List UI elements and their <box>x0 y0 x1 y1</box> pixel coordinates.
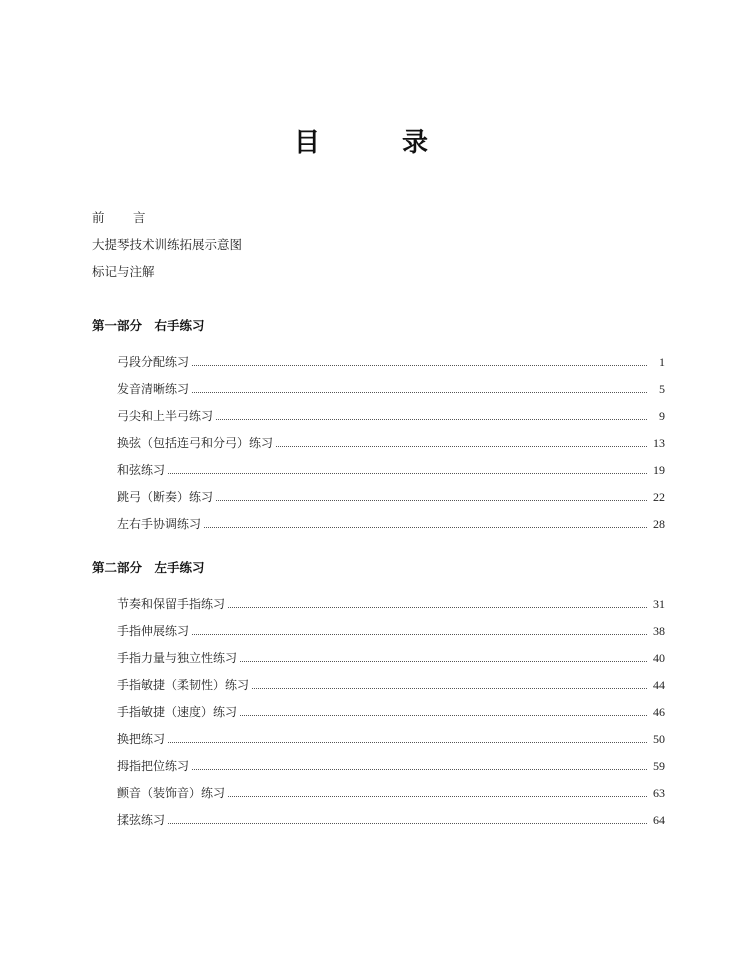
toc-entry <box>117 370 665 397</box>
toc-entry <box>117 801 665 828</box>
toc-entry-page: 50 <box>653 732 665 746</box>
dot-leader <box>240 714 647 716</box>
front-matter-preface: 前 言 <box>92 210 154 225</box>
dot-leader <box>192 768 647 770</box>
toc-entry-label: 和弦练习 <box>117 463 166 477</box>
toc-entry-label: 手指力量与独立性练习 <box>117 651 238 665</box>
dot-leader <box>192 391 647 393</box>
part-heading-right-hand: 第一部分 右手练习 <box>92 318 205 333</box>
toc-entry <box>117 424 665 451</box>
front-matter-diagram: 大提琴技术训练拓展示意图 <box>92 237 243 252</box>
dot-leader <box>252 687 647 689</box>
dot-leader <box>240 660 647 662</box>
toc-entry-page: 64 <box>653 813 665 827</box>
toc-entry-label: 左右手协调练习 <box>117 517 202 531</box>
toc-entry <box>117 639 665 666</box>
toc-entry-page: 19 <box>653 463 665 477</box>
toc-entry <box>117 747 665 774</box>
toc-entry-label: 发音清晰练习 <box>117 382 190 396</box>
toc-entry-label: 手指敏捷（柔韧性）练习 <box>117 678 250 692</box>
toc-entry <box>117 720 665 747</box>
dot-leader <box>216 418 647 420</box>
toc-entry-page: 31 <box>653 597 665 611</box>
toc-entry-label: 手指敏捷（速度）练习 <box>117 705 238 719</box>
part-heading-left-hand: 第二部分 左手练习 <box>92 560 205 575</box>
dot-leader <box>276 445 647 447</box>
toc-list-left-hand <box>117 585 665 828</box>
toc-entry <box>117 343 665 370</box>
toc-entry <box>117 585 665 612</box>
page-title: 目 录 <box>293 128 456 158</box>
toc-entry <box>117 693 665 720</box>
toc-entry-label: 换弦（包括连弓和分弓）练习 <box>117 436 274 450</box>
dot-leader <box>216 499 647 501</box>
dot-leader <box>204 526 647 528</box>
dot-leader <box>168 822 647 824</box>
front-matter-notation: 标记与注解 <box>92 264 155 279</box>
toc-entry-page: 44 <box>653 678 665 692</box>
dot-leader <box>168 741 647 743</box>
toc-entry-page: 46 <box>653 705 665 719</box>
dot-leader <box>228 795 647 797</box>
toc-entry-label: 颤音（装饰音）练习 <box>117 786 226 800</box>
toc-entry-label: 节奏和保留手指练习 <box>117 597 226 611</box>
toc-entry <box>117 612 665 639</box>
toc-entry <box>117 774 665 801</box>
toc-entry-page: 63 <box>653 786 665 800</box>
toc-entry-page: 40 <box>653 651 665 665</box>
dot-leader <box>192 633 647 635</box>
toc-entry-label: 揉弦练习 <box>117 813 166 827</box>
toc-entry <box>117 666 665 693</box>
toc-entry-page: 5 <box>659 382 665 396</box>
toc-entry-page: 59 <box>653 759 665 773</box>
dot-leader <box>228 606 647 608</box>
dot-leader <box>192 364 647 366</box>
toc-entry <box>117 505 665 532</box>
toc-entry <box>117 451 665 478</box>
toc-entry <box>117 478 665 505</box>
toc-entry <box>117 397 665 424</box>
dot-leader <box>168 472 647 474</box>
toc-entry-label: 弓尖和上半弓练习 <box>117 409 214 423</box>
toc-entry-label: 手指伸展练习 <box>117 624 190 638</box>
toc-entry-label: 弓段分配练习 <box>117 355 190 369</box>
toc-entry-label: 换把练习 <box>117 732 166 746</box>
toc-entry-label: 跳弓（断奏）练习 <box>117 490 214 504</box>
toc-entry-label: 拇指把位练习 <box>117 759 190 773</box>
toc-entry-page: 22 <box>653 490 665 504</box>
toc-list-right-hand <box>117 343 665 532</box>
toc-entry-page: 1 <box>659 355 665 369</box>
toc-entry-page: 9 <box>659 409 665 423</box>
toc-entry-page: 38 <box>653 624 665 638</box>
toc-entry-page: 28 <box>653 517 665 531</box>
toc-entry-page: 13 <box>653 436 665 450</box>
